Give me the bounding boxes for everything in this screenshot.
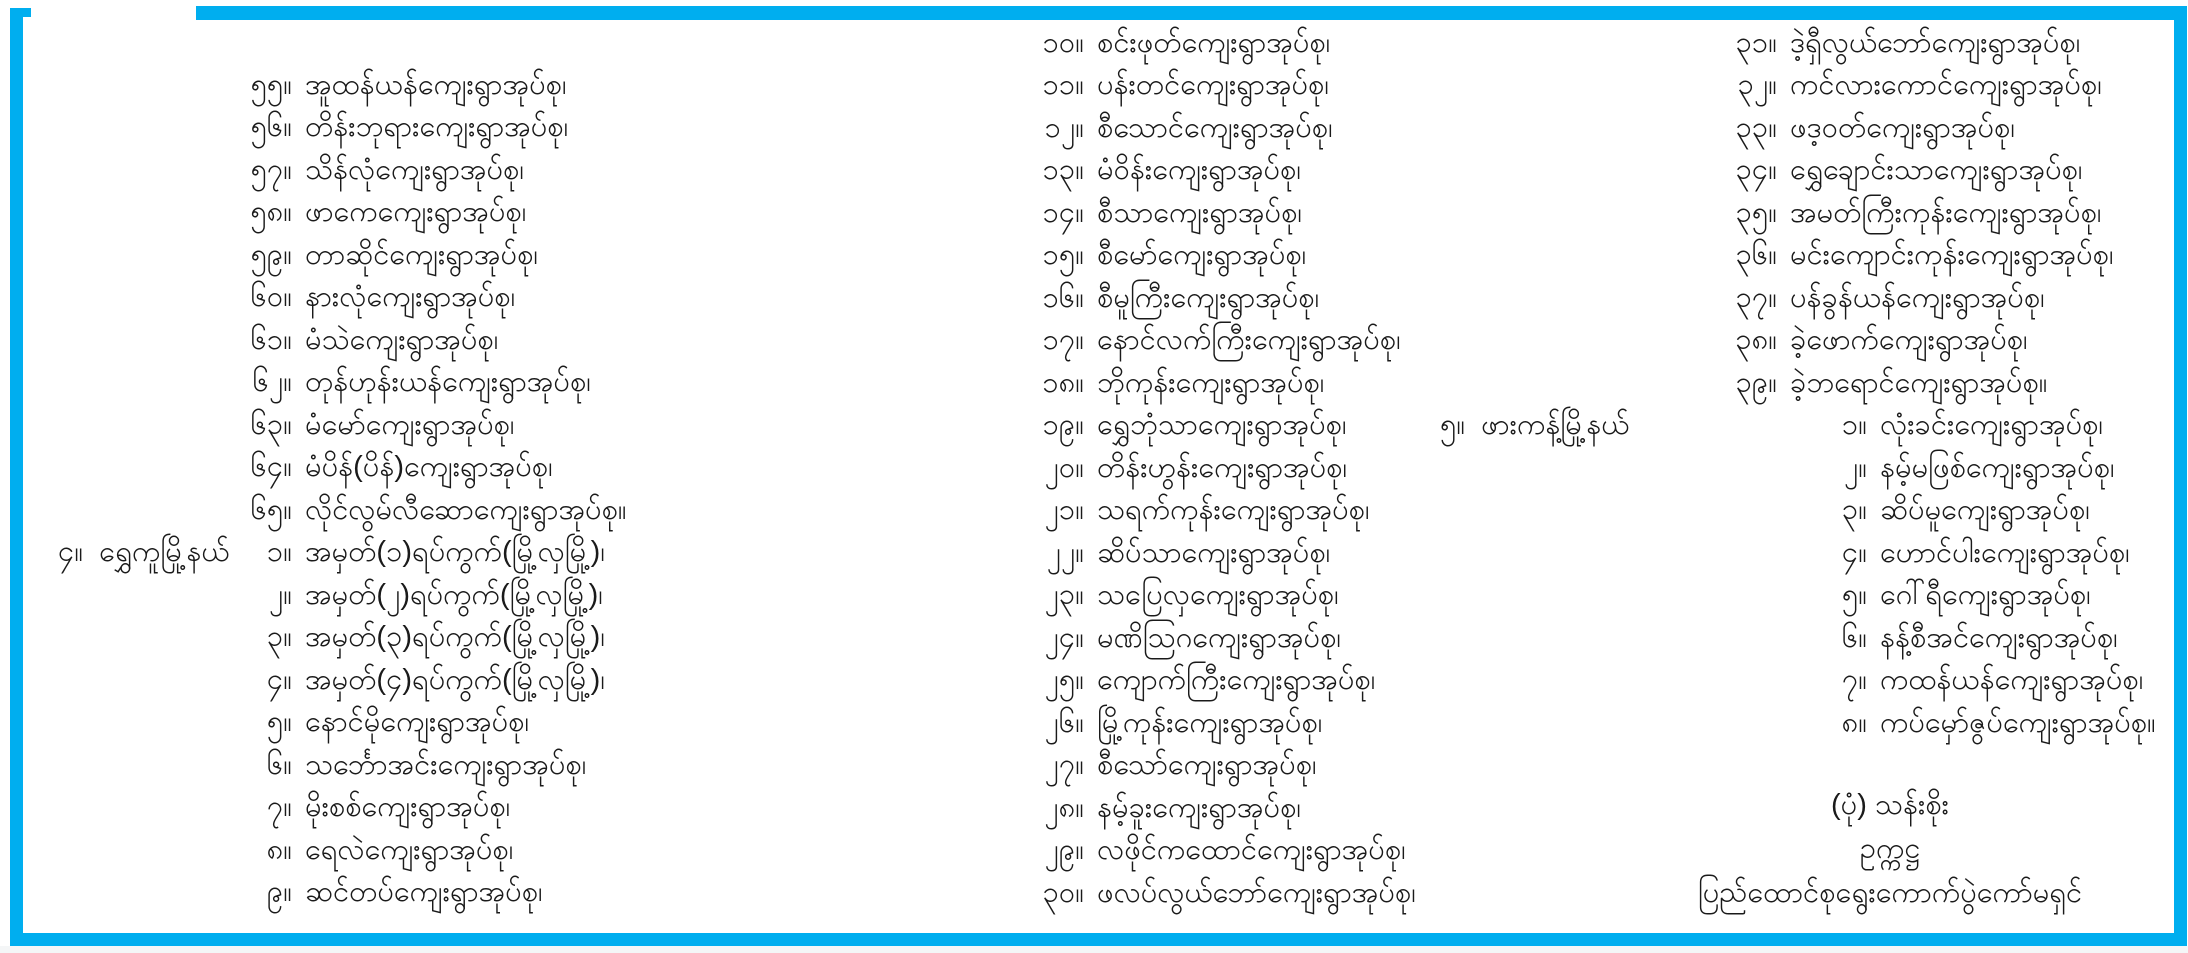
signature-commission: ပြည်ထောင်စုရွေးကောက်ပွဲကော်မရှင် (1697, 877, 2083, 909)
list-item (1022, 279, 1416, 322)
item-text: မြို့ကုန်းကျေးရွာအုပ်စု၊ (1097, 706, 1323, 739)
list-item (1022, 534, 1416, 577)
item-number: ၆၅။ (250, 493, 292, 526)
list-item (230, 874, 605, 917)
list-item (230, 661, 605, 704)
item-number: ၃၄။ (1735, 154, 1777, 187)
list-item (1805, 534, 2156, 577)
list-item (1022, 322, 1416, 365)
item-number: ၆။ (266, 748, 292, 781)
item-number: ၈။ (1841, 706, 1867, 739)
item-number: ၃၁။ (1735, 26, 1777, 59)
item-text: နားလုံကျေးရွာအုပ်စု၊ (305, 281, 516, 314)
list-item (230, 406, 627, 449)
item-text: အူထန်ယန်ကျေးရွာအုပ်စု၊ (305, 68, 567, 101)
item-number: ၂၉။ (1044, 834, 1084, 867)
item-text: စီမော်ကျေးရွာအုပ်စု၊ (1097, 239, 1307, 272)
list-item (1715, 67, 2114, 110)
item-text: စီသောင်ကျေးရွာအုပ်စု၊ (1097, 111, 1333, 144)
item-number: ၆၂။ (252, 366, 292, 399)
item-text: ဘိုကုန်းကျေးရွာအုပ်စု၊ (1097, 366, 1325, 399)
item-text: နောင်မိုကျေးရွာအုပ်စု၊ (305, 706, 530, 739)
item-number: ၂၈။ (1044, 791, 1084, 824)
signature-block (1630, 783, 2150, 915)
list-item (1805, 619, 2156, 662)
item-number: ၉။ (266, 876, 292, 909)
list-item (230, 321, 627, 364)
item-number: ၁။ (266, 536, 292, 569)
item-number: ၁၀။ (1042, 26, 1084, 59)
item-number: ၇။ (1841, 664, 1867, 697)
list-item (230, 576, 605, 619)
signature-title: ဥက္ကဋ္ဌ (1859, 833, 1921, 865)
list-item (1715, 109, 2114, 152)
item-number: ၁၄။ (1042, 196, 1084, 229)
item-text: ဖာကေကျေးရွာအုပ်စု၊ (305, 196, 527, 229)
signature-name: (ပုံ) သန်းစိုး (1831, 789, 1949, 821)
list-item (1022, 832, 1416, 875)
township-number: ၅။ (1440, 409, 1466, 442)
item-text: အမတ်ကြီးကုန်းကျေးရွာအုပ်စု၊ (1790, 196, 2102, 229)
list-item (1805, 492, 2156, 535)
list-item (1022, 237, 1416, 280)
item-text: ကပ်မှော်ဇွပ်ကျေးရွာအုပ်စု။ (1880, 706, 2156, 739)
item-number: ၃။ (266, 621, 292, 654)
item-text: သပြေလှကျေးရွာအုပ်စု၊ (1097, 579, 1339, 612)
township-number: ၄။ (58, 536, 84, 569)
list-item (1022, 874, 1416, 917)
list-item (230, 534, 605, 577)
item-number: ၁၉။ (1042, 409, 1084, 442)
list-item (1022, 619, 1416, 662)
item-number: ၂။ (1843, 451, 1867, 484)
township-name: ဖားကန့်မြို့နယ် (1481, 409, 1630, 442)
item-text: မဏိသြဂကျေးရွာအုပ်စု၊ (1097, 621, 1341, 654)
item-text: ကင်လားကောင်ကျေးရွာအုပ်စု၊ (1790, 69, 2102, 102)
item-text: စင်းဖုတ်ကျေးရွာအုပ်စု၊ (1097, 26, 1331, 59)
item-number: ၅။ (1841, 579, 1867, 612)
item-text: ကျောက်ကြီးကျေးရွာအုပ်စု၊ (1097, 664, 1376, 697)
list-item (1022, 194, 1416, 237)
item-number: ၆၄။ (250, 451, 292, 484)
item-number: ၃၂။ (1737, 69, 1777, 102)
list-item (230, 151, 627, 194)
item-text: အမှတ်(၂)ရပ်ကွက်(မြို့လှမြို့)၊ (305, 578, 603, 611)
list-item (1022, 152, 1416, 195)
item-text: တိန်းဟွန်းကျေးရွာအုပ်စု၊ (1097, 451, 1348, 484)
item-text: ဒဲ့ရှီလွယ်ဘော်ကျေးရွာအုပ်စု၊ (1790, 26, 2081, 59)
item-number: ၈။ (266, 833, 292, 866)
list-item (1805, 449, 2156, 492)
item-number: ၂၄။ (1044, 621, 1084, 654)
item-text: တုန်ဟုန်းယန်ကျေးရွာအုပ်စု၊ (305, 366, 591, 399)
item-text: စီသာကျေးရွာအုပ်စု၊ (1097, 196, 1302, 229)
item-number: ၃၀။ (1042, 876, 1084, 909)
list-item (230, 789, 605, 832)
list-item (1022, 704, 1416, 747)
item-number: ၄။ (266, 663, 292, 696)
item-text: သင်္ဘောအင်းကျေးရွာအုပ်စု၊ (305, 748, 587, 781)
item-number: ၃၉။ (1735, 366, 1777, 399)
item-number: ၆၀။ (250, 281, 292, 314)
item-number: ၆။ (1841, 621, 1867, 654)
item-text: ပန်းတင်ကျေးရွာအုပ်စု၊ (1097, 69, 1329, 102)
list-item (1715, 364, 2114, 407)
item-text: လိုင်လွမ်လီဆောကျေးရွာအုပ်စု။ (305, 493, 627, 526)
list-item (230, 279, 627, 322)
item-text: ဖလပ်လွယ်ဘော်ကျေးရွာအုပ်စု၊ (1097, 876, 1416, 909)
item-number: ၄။ (1841, 536, 1867, 569)
list-item (1022, 577, 1416, 620)
item-number: ၁၈။ (1042, 366, 1084, 399)
item-text: မံမော်ကျေးရွာအုပ်စု၊ (305, 408, 515, 441)
list-item (1022, 364, 1416, 407)
item-number: ၃၆။ (1735, 239, 1777, 272)
list-item (230, 746, 605, 789)
township-heading-hpakant (1440, 407, 1629, 450)
list-item (1022, 109, 1416, 152)
list-item (1715, 194, 2114, 237)
item-text: မံဝိန်းကျေးရွာအုပ်စု၊ (1097, 154, 1301, 187)
item-number: ၆၁။ (250, 323, 292, 356)
item-text: နမ့်ခူးကျေးရွာအုပ်စု၊ (1097, 791, 1301, 824)
item-number: ၅။ (266, 706, 292, 739)
item-text: နောင်လက်ကြီးကျေးရွာအုပ်စု၊ (1097, 324, 1401, 357)
list-item (1022, 449, 1416, 492)
item-number: ၃၇။ (1735, 281, 1777, 314)
item-number: ၅၉။ (250, 238, 292, 271)
item-text: တာဆိုင်ကျေးရွာအုပ်စု၊ (305, 238, 538, 271)
item-number: ၃၅။ (1735, 196, 1777, 229)
item-text: စီသော်ကျေးရွာအုပ်စု၊ (1097, 749, 1317, 782)
list-item (1715, 237, 2114, 280)
list-item (230, 449, 627, 492)
item-number: ၃။ (1841, 494, 1867, 527)
list-item (230, 704, 605, 747)
item-text: သရက်ကုန်းကျေးရွာအုပ်စု၊ (1097, 494, 1370, 527)
item-text: ဆိပ်သာကျေးရွာအုပ်စု၊ (1097, 536, 1331, 569)
item-number: ၂၃။ (1044, 579, 1084, 612)
list-item (230, 109, 627, 152)
item-number: ၃၈။ (1735, 324, 1777, 357)
item-text: အမှတ်(၁)ရပ်ကွက်(မြို့လှမြို့)၊ (305, 536, 605, 569)
item-text: ရေလဲကျေးရွာအုပ်စု၊ (305, 833, 514, 866)
item-number: ၁၁။ (1042, 69, 1084, 102)
item-number: ၁၇။ (1042, 324, 1084, 357)
list-item (1805, 577, 2156, 620)
frame-top-bar (196, 6, 2187, 20)
item-text: နမ့်မဖြစ်ကျေးရွာအုပ်စု၊ (1880, 451, 2115, 484)
frame-bottom-bar (10, 933, 2187, 946)
item-text: ဖဒ့ဝတ်ကျေးရွာအုပ်စု၊ (1790, 111, 2015, 144)
list-item (230, 236, 627, 279)
item-text: မံပိန်(ပိန်)ကျေးရွာအုပ်စု၊ (305, 451, 553, 484)
item-number: ၂၁။ (1044, 494, 1084, 527)
list-item (1022, 24, 1416, 67)
item-text: နန့်စီအင်ကျေးရွာအုပ်စု၊ (1880, 621, 2118, 654)
item-text: ဆိပ်မူကျေးရွာအုပ်စု၊ (1880, 494, 2090, 527)
item-number: ၅၆။ (250, 111, 292, 144)
list-item (1805, 407, 2156, 450)
list-item (230, 831, 605, 874)
township-name: ရွှေကူမြို့နယ် (99, 536, 230, 569)
list-item (1715, 279, 2114, 322)
item-number: ၂၆။ (1044, 706, 1084, 739)
item-number: ၂၅။ (1044, 664, 1084, 697)
list-item (1715, 24, 2114, 67)
item-text: အမှတ်(၄)ရပ်ကွက်(မြို့လှမြို့)၊ (305, 663, 605, 696)
item-text: သိန်လုံကျေးရွာအုပ်စု၊ (305, 153, 524, 186)
item-text: လဖိုင်ကထောင်ကျေးရွာအုပ်စု၊ (1097, 834, 1406, 867)
list-item (1022, 492, 1416, 535)
item-number: ၇။ (266, 791, 292, 824)
list-item (1805, 704, 2156, 747)
list-item (230, 66, 627, 109)
list-item (230, 364, 627, 407)
item-text: မံသဲကျေးရွာအုပ်စု၊ (305, 323, 499, 356)
item-number: ၁။ (1841, 409, 1867, 442)
frame-right-bar (2174, 6, 2187, 946)
village-list-column-middle (1022, 24, 1416, 917)
village-list-column-right-a (1715, 24, 2114, 407)
item-number: ၅၈။ (250, 196, 292, 229)
item-number: ၅၅။ (250, 68, 292, 101)
item-text: ရွှေဘုံသာကျေးရွာအုပ်စု၊ (1097, 409, 1347, 442)
frame-left-top-stub (10, 8, 31, 17)
list-item (1022, 662, 1416, 705)
page-bottom-edge (0, 946, 2188, 953)
item-text: ခဲ့ဘရောင်ကျေးရွာအုပ်စု။ (1790, 366, 2048, 399)
item-number: ၆၃။ (250, 408, 292, 441)
list-item (1022, 789, 1416, 832)
item-number: ၂၇။ (1044, 749, 1084, 782)
list-item (230, 619, 605, 662)
item-text: ခဲ့ဖောက်ကျေးရွာအုပ်စု၊ (1790, 324, 2028, 357)
list-item (1805, 662, 2156, 705)
item-text: စီမူကြီးကျေးရွာအုပ်စု၊ (1097, 281, 1320, 314)
village-list-column-right-b (1805, 407, 2156, 747)
village-list-column-left-a (230, 66, 627, 534)
list-item (1715, 152, 2114, 195)
list-item (1715, 322, 2114, 365)
item-number: ၁၂။ (1044, 111, 1084, 144)
list-item (230, 491, 627, 534)
item-text: အမှတ်(၃)ရပ်ကွက်(မြို့လှမြို့)၊ (305, 621, 605, 654)
item-number: ၂။ (268, 578, 292, 611)
item-number: ၃၃။ (1735, 111, 1777, 144)
item-text: ကထန်ယန်ကျေးရွာအုပ်စု၊ (1880, 664, 2144, 697)
village-list-column-left-b (230, 534, 605, 917)
township-heading-shwegu (58, 534, 230, 577)
item-text: လုံးခင်းကျေးရွာအုပ်စု၊ (1880, 409, 2104, 442)
item-text: ရွှေချောင်းသာကျေးရွာအုပ်စု၊ (1790, 154, 2083, 187)
item-text: မင်းကျောင်းကုန်းကျေးရွာအုပ်စု၊ (1790, 239, 2114, 272)
item-text: မိုးစစ်ကျေးရွာအုပ်စု၊ (305, 791, 511, 824)
item-text: ဂေါ်ရီကျေးရွာအုပ်စု၊ (1880, 579, 2091, 612)
list-item (230, 194, 627, 237)
item-text: တိန်းဘုရားကျေးရွာအုပ်စု၊ (305, 111, 569, 144)
item-text: ပန်ခွန်ယန်ကျေးရွာအုပ်စု၊ (1790, 281, 2045, 314)
item-number: ၂၂။ (1046, 536, 1084, 569)
list-item (1022, 747, 1416, 790)
frame-left-bar (10, 8, 23, 946)
list-item (1022, 67, 1416, 110)
item-number: ၁၅။ (1042, 239, 1084, 272)
item-text: ဆင်တပ်ကျေးရွာအုပ်စု၊ (305, 876, 543, 909)
list-item (1022, 407, 1416, 450)
item-text: ဟောင်ပါးကျေးရွာအုပ်စု၊ (1880, 536, 2130, 569)
item-number: ၂၀။ (1044, 451, 1084, 484)
item-number: ၁၆။ (1042, 281, 1084, 314)
item-number: ၁၃။ (1042, 154, 1084, 187)
item-number: ၅၇။ (250, 153, 292, 186)
